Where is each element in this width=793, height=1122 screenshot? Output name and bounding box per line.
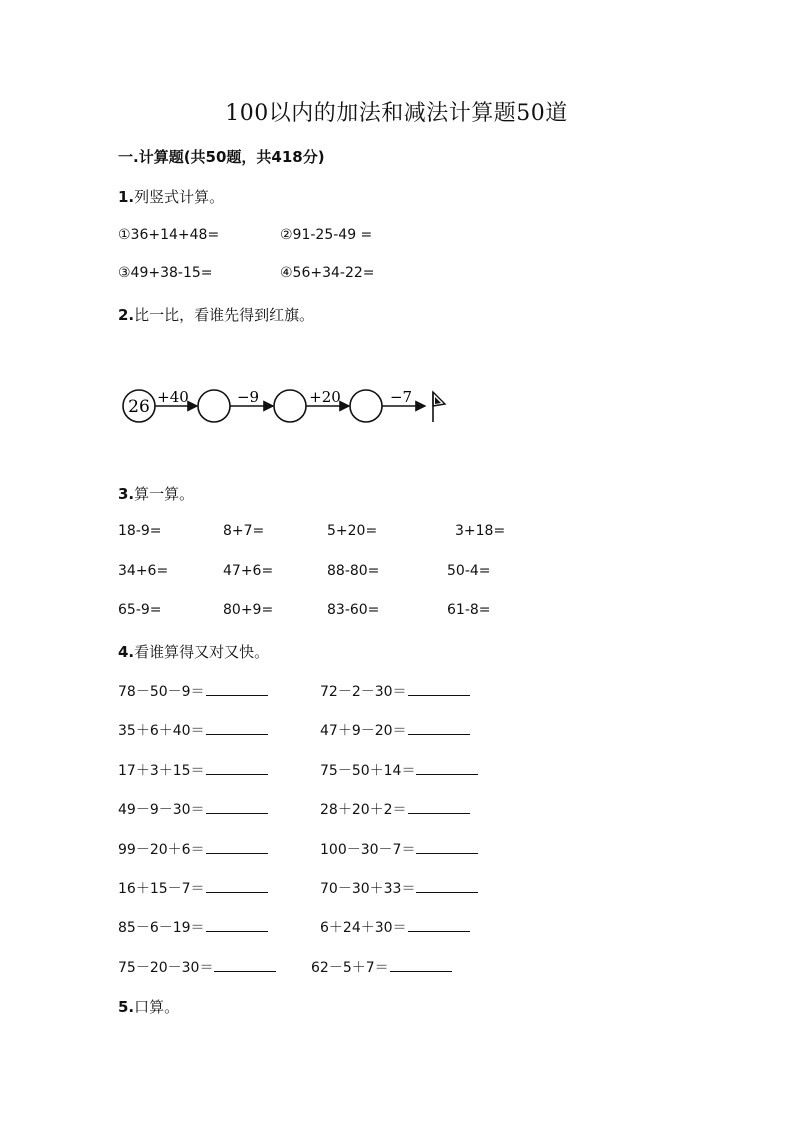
answer-blank[interactable] xyxy=(390,957,452,972)
q3-item: 5+20= xyxy=(327,523,378,539)
q3-item: 50-4= xyxy=(447,563,491,579)
expression: 16＋15－7＝ xyxy=(118,881,205,897)
q4-item xyxy=(118,681,268,701)
question-text: 列竖式计算。 xyxy=(134,188,225,206)
q4-item xyxy=(320,760,478,780)
flag-race-diagram xyxy=(115,380,455,430)
q3-item: 18-9= xyxy=(118,523,162,539)
q3-item: 83-60= xyxy=(327,602,380,618)
expression: 75－50＋14＝ xyxy=(320,763,416,779)
q3-item: 61-8= xyxy=(447,602,491,618)
question-text: 算一算。 xyxy=(134,485,195,503)
expression: 17＋3＋15＝ xyxy=(118,763,205,779)
question-3 xyxy=(118,483,194,504)
answer-blank[interactable] xyxy=(408,720,470,735)
answer-blank[interactable] xyxy=(214,957,276,972)
answer-blank[interactable] xyxy=(408,681,470,696)
q4-item xyxy=(320,839,478,859)
answer-blank[interactable] xyxy=(206,799,268,814)
expression: 99－20＋6＝ xyxy=(118,842,205,858)
expression: 6＋24＋30＝ xyxy=(320,920,407,936)
start-number: 26 xyxy=(128,397,150,417)
q4-item xyxy=(320,720,470,740)
q3-item: 65-9= xyxy=(118,602,162,618)
answer-blank[interactable] xyxy=(206,720,268,735)
question-2 xyxy=(118,304,314,325)
answer-circle-1[interactable] xyxy=(198,390,230,422)
q3-item: 8+7= xyxy=(223,523,265,539)
flag-icon xyxy=(433,392,445,422)
answer-circle-3[interactable] xyxy=(350,390,382,422)
q4-item xyxy=(320,799,470,819)
q4-item xyxy=(118,760,268,780)
expression: 85－6－19＝ xyxy=(118,920,205,936)
op-3: +20 xyxy=(309,388,341,406)
answer-circle-2[interactable] xyxy=(274,390,306,422)
page-title: 100以内的加法和减法计算题50道 xyxy=(225,101,568,126)
expression: 78－50－9＝ xyxy=(118,684,205,700)
q4-item xyxy=(118,799,268,819)
expression: 100－30－7＝ xyxy=(320,842,416,858)
expression: 28＋20＋2＝ xyxy=(320,802,407,818)
expression: 49－9－30＝ xyxy=(118,802,205,818)
q4-item xyxy=(118,720,268,740)
q3-item: 88-80= xyxy=(327,563,380,579)
op-1: +40 xyxy=(157,388,189,406)
answer-blank[interactable] xyxy=(206,878,268,893)
expression: 70－30＋33＝ xyxy=(320,881,416,897)
question-number: 4. xyxy=(118,643,135,661)
question-text: 看谁算得又对又快。 xyxy=(134,643,270,661)
q3-item: 47+6= xyxy=(223,563,274,579)
q4-item xyxy=(118,957,276,977)
answer-blank[interactable] xyxy=(416,878,478,893)
answer-blank[interactable] xyxy=(408,799,470,814)
answer-blank[interactable] xyxy=(206,917,268,932)
question-number: 5. xyxy=(118,998,135,1016)
answer-blank[interactable] xyxy=(206,839,268,854)
q1-item-4: ④56+34-22= xyxy=(280,265,375,281)
answer-blank[interactable] xyxy=(206,760,268,775)
answer-blank[interactable] xyxy=(206,681,268,696)
expression: 47＋9－20＝ xyxy=(320,723,407,739)
q4-item xyxy=(320,681,470,701)
q4-item xyxy=(320,878,478,898)
op-2: −9 xyxy=(236,388,260,406)
expression: 75－20－30＝ xyxy=(118,960,214,976)
q3-item: 34+6= xyxy=(118,563,169,579)
q1-item-2: ②91-25-49 = xyxy=(280,227,373,243)
expression: 35＋6＋40＝ xyxy=(118,723,205,739)
answer-blank[interactable] xyxy=(408,917,470,932)
question-number: 2. xyxy=(118,306,135,324)
question-4 xyxy=(118,641,269,662)
expression: 62－5＋7＝ xyxy=(311,960,389,976)
answer-blank[interactable] xyxy=(416,839,478,854)
q4-item xyxy=(311,957,452,977)
expression: 72－2－30＝ xyxy=(320,684,407,700)
question-number: 1. xyxy=(118,188,135,206)
question-text: 比一比，看谁先得到红旗。 xyxy=(134,306,315,324)
q4-item xyxy=(118,878,268,898)
question-5 xyxy=(118,996,179,1017)
op-4: −7 xyxy=(389,388,413,406)
q4-item xyxy=(118,917,268,937)
q4-item xyxy=(320,917,470,937)
q4-item xyxy=(118,839,268,859)
question-text: 口算。 xyxy=(134,998,180,1016)
q1-item-3: ③49+38-15= xyxy=(118,265,213,281)
q3-item: 3+18= xyxy=(455,523,506,539)
q3-item: 80+9= xyxy=(223,602,274,618)
q1-item-1: ①36+14+48= xyxy=(118,227,220,243)
question-1 xyxy=(118,186,224,207)
section-heading: 一.计算题(共50题，共418分) xyxy=(118,148,325,166)
answer-blank[interactable] xyxy=(416,760,478,775)
question-number: 3. xyxy=(118,485,135,503)
